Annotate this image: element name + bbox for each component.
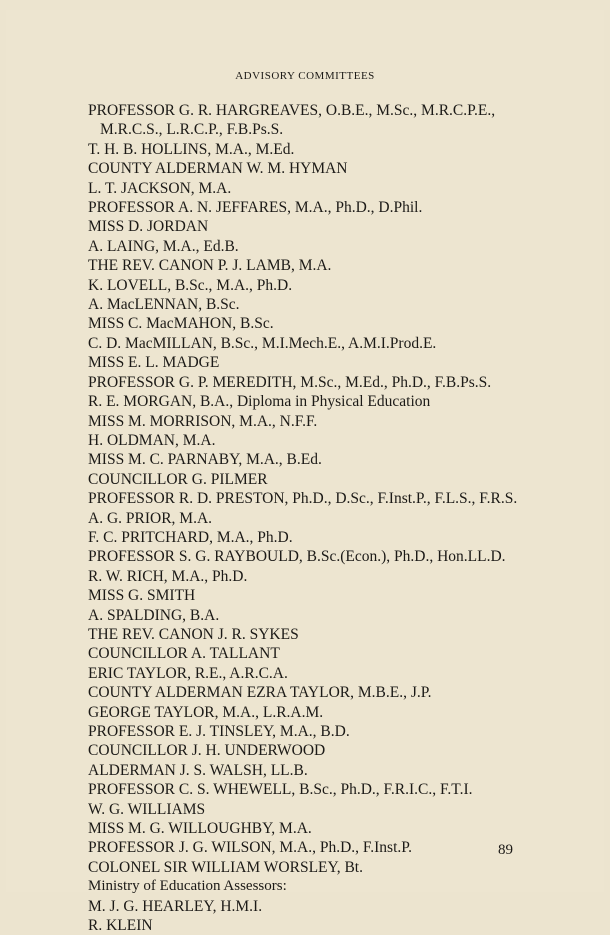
list-item: T. H. B. HOLLINS, M.A., M.Ed. (88, 140, 295, 158)
list-item: PROFESSOR G. P. MEREDITH, M.Sc., M.Ed., Ph.D., F.B.Ps.S. (88, 373, 492, 391)
list-item: A. G. PRIOR, M.A. (88, 509, 213, 527)
list-item: R. E. MORGAN, B.A., Diploma in Physical Education (88, 393, 431, 411)
list-item: PROFESSOR A. N. JEFFARES, M.A., Ph.D., D.Phil. (88, 199, 423, 217)
list-item: COLONEL SIR WILLIAM WORSLEY, Bt. (88, 858, 363, 876)
list-item: COUNCILLOR G. PILMER (88, 470, 268, 488)
list-item: A. MacLENNAN, B.Sc. (88, 296, 240, 314)
list-item: COUNCILLOR J. H. UNDERWOOD (88, 742, 326, 760)
list-item: R. W. RICH, M.A., Ph.D. (88, 567, 248, 585)
list-item: M. J. G. HEARLEY, H.M.I. (88, 897, 263, 915)
list-item: COUNTY ALDERMAN W. M. HYMAN (88, 160, 348, 178)
list-item: F. C. PRITCHARD, M.A., Ph.D. (88, 528, 293, 546)
list-item: MISS E. L. MADGE (88, 354, 220, 372)
list-item: PROFESSOR R. D. PRESTON, Ph.D., D.Sc., F.Inst.P., F.L.S., F.R.S. (88, 490, 518, 508)
list-item: MISS M. C. PARNABY, M.A., B.Ed. (88, 451, 322, 469)
list-item: L. T. JACKSON, M.A. (88, 179, 232, 197)
list-item: ERIC TAYLOR, R.E., A.R.C.A. (88, 664, 288, 682)
list-item: MISS C. MacMAHON, B.Sc. (88, 315, 274, 333)
list-item: GEORGE TAYLOR, M.A., L.R.A.M. (88, 703, 324, 721)
list-item: H. OLDMAN, M.A. (88, 431, 216, 449)
list-item: R. KLEIN (88, 917, 153, 935)
list-item: A. SPALDING, B.A. (88, 606, 220, 624)
list-item: C. D. MacMILLAN, B.Sc., M.I.Mech.E., A.M.I.Prod.E. (88, 334, 437, 352)
list-item: PROFESSOR C. S. WHEWELL, B.Sc., Ph.D., F.R.I.C., F.T.I. (88, 781, 473, 799)
list-item: MISS M. G. WILLOUGHBY, M.A. (88, 820, 312, 838)
list-item: COUNCILLOR A. TALLANT (88, 645, 280, 663)
committee-member-list (88, 101, 558, 935)
list-item: PROFESSOR E. J. TINSLEY, M.A., B.D. (88, 723, 350, 740)
list-item: MISS D. JORDAN (88, 218, 209, 236)
list-item: A. LAING, M.A., Ed.B. (88, 237, 239, 255)
subsection-heading: Ministry of Education Assessors: (88, 878, 287, 895)
list-item: K. LOVELL, B.Sc., M.A., Ph.D. (88, 276, 293, 294)
list-item: THE REV. CANON J. R. SYKES (88, 625, 299, 643)
list-item: MISS M. MORRISON, M.A., N.F.F. (88, 412, 318, 430)
list-item: THE REV. CANON P. J. LAMB, M.A. (88, 257, 332, 275)
list-item: MISS G. SMITH (88, 587, 196, 605)
list-item: ALDERMAN J. S. WALSH, LL.B. (88, 761, 308, 779)
list-item: COUNTY ALDERMAN EZRA TAYLOR, M.B.E., J.P. (88, 684, 432, 702)
list-item-continuation: M.R.C.S., L.R.C.P., F.B.Ps.S. (100, 121, 284, 139)
list-item: W. G. WILLIAMS (88, 800, 206, 818)
list-item: PROFESSOR J. G. WILSON, M.A., Ph.D., F.Inst.P. (88, 839, 413, 857)
page-number: 89 (498, 842, 513, 858)
list-item: PROFESSOR S. G. RAYBOULD, B.Sc.(Econ.), Ph.D., Hon.LL.D. (88, 548, 506, 566)
list-item: PROFESSOR G. R. HARGREAVES, O.B.E., M.Sc., M.R.C.P.E., (88, 102, 496, 119)
running-header: ADVISORY COMMITTEES (235, 70, 375, 82)
